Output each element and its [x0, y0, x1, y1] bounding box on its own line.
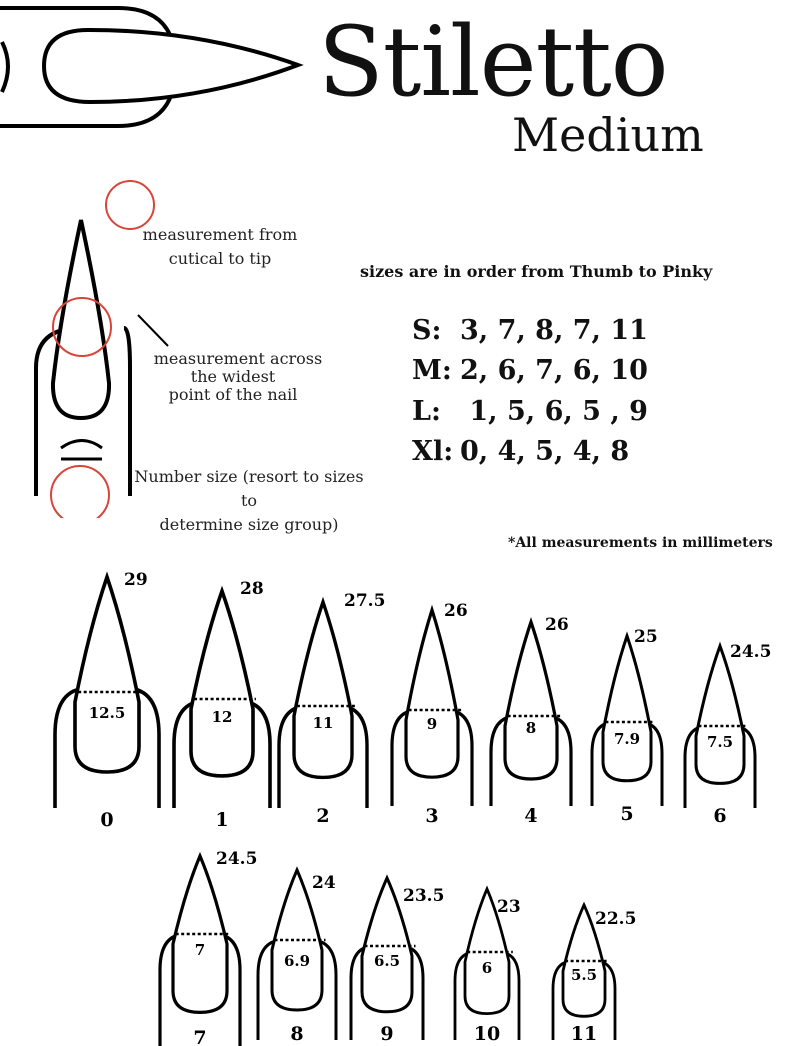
nail-length-label: 25 [634, 627, 658, 647]
size-group-xl: Xl: 0, 4, 5, 4, 8 [412, 436, 630, 467]
nail-size-7 [160, 849, 257, 1046]
nail-size-10 [455, 889, 521, 1045]
nail-length-label: 28 [240, 579, 264, 599]
nail-number-label: 11 [570, 1023, 598, 1045]
width-legend-line-3: point of the nail [168, 385, 298, 404]
nail-length-label: 29 [124, 570, 148, 590]
nail-size-6 [685, 642, 771, 827]
size-group-m: M: 2, 6, 7, 6, 10 [412, 355, 648, 386]
width-legend-line-1: measurement across [153, 349, 323, 368]
nail-size-3 [392, 601, 472, 827]
number-legend-line-1: Number size (resort to sizes to [134, 467, 364, 510]
nail-size-11 [553, 905, 636, 1045]
nail-length-label: 26 [444, 601, 468, 621]
nail-width-label: 6.9 [283, 952, 311, 970]
nail-width-label: 6 [481, 959, 493, 977]
nail-width-label: 9 [426, 715, 438, 733]
number-legend-line-2: determine size group) [159, 515, 339, 534]
nail-number-label: 0 [100, 809, 114, 831]
nail-size-2 [279, 591, 385, 827]
nail-number-label: 2 [316, 805, 330, 827]
units-note: *All measurements in millimeters [508, 535, 773, 551]
page-title: Stiletto [318, 6, 668, 118]
nail-number-label: 6 [713, 805, 727, 827]
nail-number-label: 7 [193, 1027, 207, 1046]
nail-size-9 [351, 878, 444, 1045]
nail-width-label: 7.5 [706, 733, 734, 751]
nail-number-label: 3 [425, 805, 439, 827]
order-note: sizes are in order from Thumb to Pinky [360, 262, 713, 281]
nail-length-label: 24.5 [730, 642, 772, 662]
nail-width-label: 8 [525, 719, 537, 737]
nail-width-label: 11 [312, 714, 334, 732]
nail-width-label: 12 [211, 708, 233, 726]
nail-width-label: 7 [194, 941, 206, 959]
nail-length-label: 23 [497, 897, 521, 917]
size-group-s: S: 3, 7, 8, 7, 11 [412, 315, 648, 346]
nail-number-label: 8 [290, 1023, 304, 1045]
nail-size-0 [55, 570, 159, 831]
nail-width-label: 6.5 [373, 952, 401, 970]
nail-number-label: 5 [620, 803, 634, 825]
nail-size-1 [174, 579, 270, 831]
nail-length-label: 22.5 [595, 909, 637, 929]
nail-width-label: 12.5 [88, 704, 126, 722]
nail-number-label: 9 [380, 1023, 394, 1045]
nail-length-label: 26 [545, 615, 569, 635]
nail-size-5 [592, 627, 662, 825]
size-group-l: L: 1, 5, 6, 5 , 9 [412, 396, 648, 427]
width-legend-line-2: the widest [190, 367, 276, 386]
nail-size-4 [491, 615, 571, 827]
nail-number-label: 10 [473, 1023, 501, 1045]
nail-number-label: 4 [524, 805, 538, 827]
length-legend-line-2: cutical to tip [168, 249, 272, 268]
nail-size-8 [258, 870, 336, 1045]
nail-length-label: 27.5 [344, 591, 386, 611]
nail-length-label: 24.5 [216, 849, 258, 869]
nail-number-label: 1 [215, 809, 229, 831]
nail-width-label: 7.9 [613, 730, 641, 748]
nail-width-label: 5.5 [570, 966, 598, 984]
length-legend-line-1: measurement from [142, 225, 298, 244]
nail-length-label: 24 [312, 873, 336, 893]
nail-length-label: 23.5 [403, 886, 445, 906]
page-subtitle: Medium [512, 108, 704, 162]
